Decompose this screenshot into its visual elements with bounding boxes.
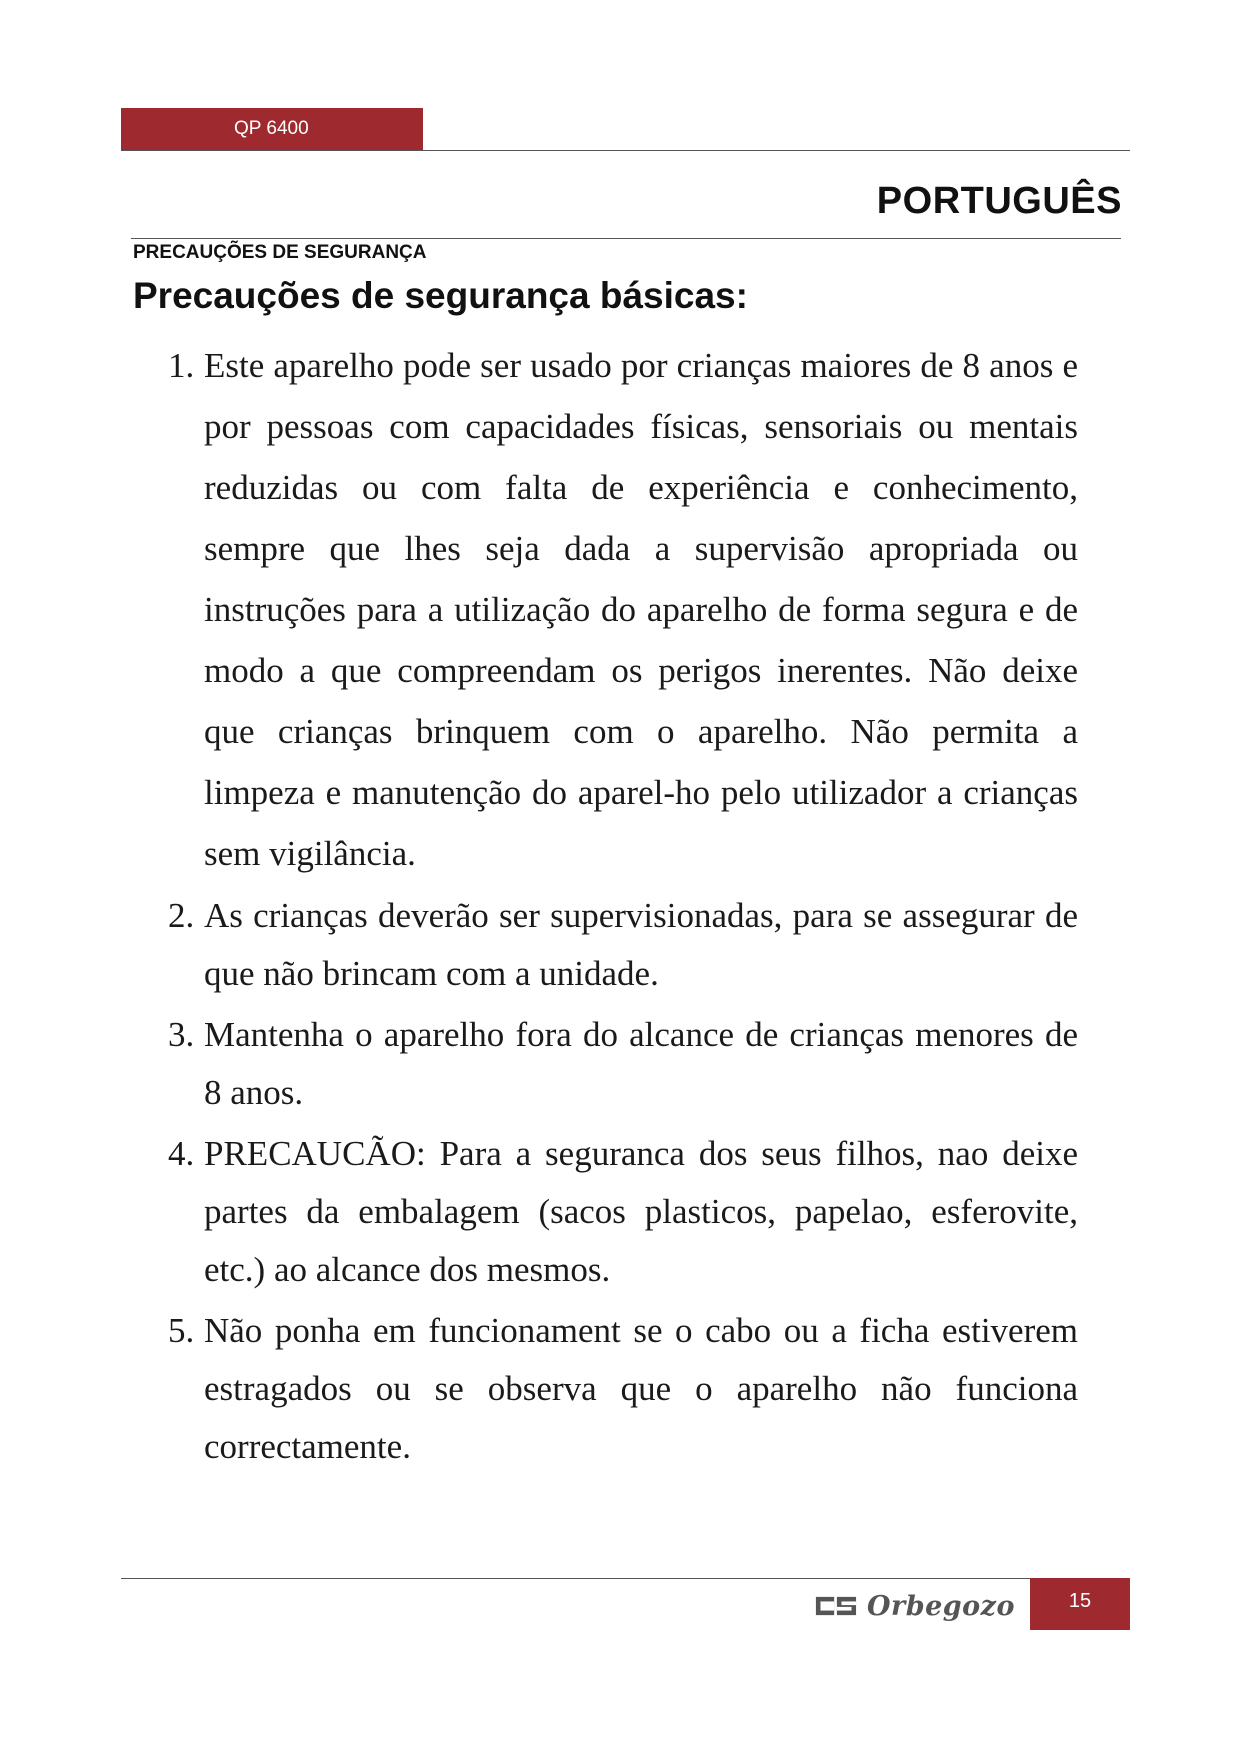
item-text: PRECAUCÃO: Para a seguranca dos seus filhos, nao deixe partes da embalagem (sacos plasticos, papelao, esferovite, etc.) ao alcance dos mesmos. xyxy=(204,1134,1078,1289)
item-number: 2. xyxy=(168,896,195,935)
item-number: 3. xyxy=(168,1015,195,1054)
brand-logo xyxy=(815,1584,1015,1628)
safety-list xyxy=(168,335,1078,1479)
language-title: PORTUGUÊS xyxy=(876,180,1122,222)
item-number: 1. xyxy=(168,346,195,385)
item-text: Não ponha em funcionament se o cabo ou a ficha estiverem estragados ou se observa que o aparelho não funciona correctamente. xyxy=(204,1311,1078,1466)
item-text: As crianças deverão ser supervisionadas, para se assegurar de que não brincam com a unidade. xyxy=(204,896,1078,993)
model-label: QP 6400 xyxy=(234,118,309,139)
list-item xyxy=(168,335,1078,884)
list-item xyxy=(168,1125,1078,1299)
list-item xyxy=(168,887,1078,1003)
header-divider xyxy=(121,150,1130,151)
footer-divider xyxy=(121,1578,1130,1579)
list-item xyxy=(168,1006,1078,1122)
language-divider xyxy=(131,238,1121,239)
list-item xyxy=(168,1302,1078,1476)
item-number: 4. xyxy=(168,1134,195,1173)
section-label: PRECAUÇÕES DE SEGURANÇA xyxy=(133,242,427,263)
page-heading: Precauções de segurança básicas: xyxy=(133,275,748,316)
brand-name: Orbegozo xyxy=(866,1590,1015,1622)
item-number: 5. xyxy=(168,1311,195,1350)
brand-mark-icon xyxy=(815,1594,857,1618)
page-number: 15 xyxy=(1030,1578,1130,1630)
item-text: Este aparelho pode ser usado por crianças maiores de 8 anos e por pessoas com capacidades físicas, sensoriais ou mentais reduzidas ou com falta de experiência e conhecimento, sempre que lhes seja dada a supervisão apropriada ou instruções para a utilização do aparelho de forma segura e de modo a que compreendam os perigos inerentes. Não deixe que crianças brinquem com o aparelho. Não permita a limpeza e manutenção do aparel-ho pelo utilizador a crianças sem vigilância. xyxy=(204,346,1078,873)
item-text: Mantenha o aparelho fora do alcance de crianças menores de 8 anos. xyxy=(204,1015,1078,1112)
model-tab xyxy=(121,108,423,150)
